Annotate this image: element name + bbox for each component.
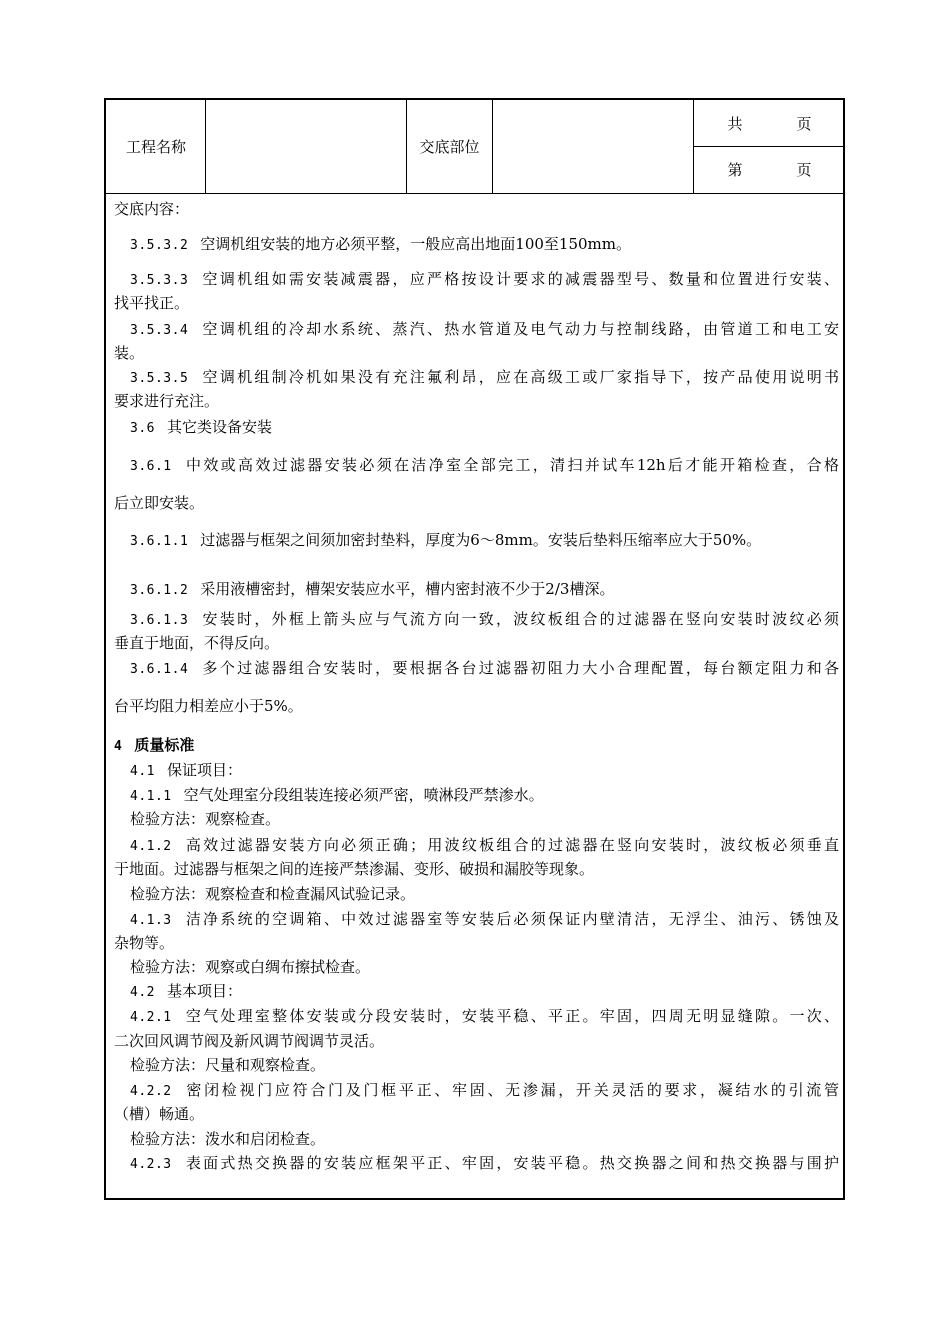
clause-number: 3.5.3.5 [130,371,189,386]
content-line [114,365,839,391]
clause-number: 3.6.1.2 [130,583,189,598]
location-value [493,100,693,193]
disclosure-form [104,98,845,1200]
page-unit: 页 [796,114,812,133]
content-line [114,882,839,906]
clause-number: 3.6.1.1 [130,534,189,549]
content-line [114,631,839,655]
page-unit: 页 [796,160,812,179]
clause-text: 垂直于地面，不得反向。 [114,634,280,652]
content-line [114,1029,839,1053]
clause-text: 空调机组制冷机如果没有充注氟利昂，应在高级工或厂家指导下，按产品使用说明书 [200,368,839,386]
content-line [114,415,839,441]
content-line [114,656,839,682]
content-line [114,341,839,365]
clause-text: 密闭检视门应符合门及门框平正、牢固、无渗漏，开关灵活的要求，凝结水的引流管 [183,1081,839,1099]
clause-text: 高效过滤器安装方向必须正确；用波纹板组合的过滤器在竖向安装时，波纹板必须垂直 [183,836,839,854]
content-line [114,491,839,515]
content-line [114,1127,839,1151]
clause-text: 中效或高效过滤器安装必须在洁净室全部完工，清扫并试车12h后才能开箱检查，合格 [183,456,839,474]
clause-number: 3.6.1.4 [130,662,189,677]
clause-text: 表面式热交换器的安装应框架平正、牢固，安装平稳。热交换器之间和热交换器与围护 [183,1154,839,1172]
clause-number: 3.6.1 [130,459,172,474]
clause-number: 3.5.3.3 [130,273,189,288]
clause-text: 保证项目： [166,761,242,779]
content-line [114,607,839,633]
content-line [114,783,839,809]
clause-text: 空调机组如需安装减震器，应严格按设计要求的减震器型号、数量和位置进行安装、 [200,270,839,288]
clause-text: 空调机组的冷却水系统、蒸汽、热水管道及电气动力与控制线路，由管道工和电工安 [200,320,839,338]
content-line [114,833,839,859]
clause-number: 3.5.3.4 [130,323,189,338]
clause-number: 4.2 [130,985,155,1000]
clause-number: 4.2.1 [130,1010,172,1025]
clause-text: 找平找正。 [114,294,190,312]
content-line [114,291,839,315]
clause-text: 二次回风调节阀及新风调节阀调节灵活。 [114,1032,385,1050]
content-label: 交底内容： [114,200,190,218]
clause-text: （槽）畅通。 [114,1105,205,1123]
clause-text: 多个过滤器组合安装时，要根据各台过滤器初阻力大小合理配置，每台额定阻力和各 [200,659,839,677]
clause-text: 基本项目： [166,982,242,1000]
content-line [114,758,839,784]
content-line [114,577,839,603]
clause-text: 于地面。过滤器与框架之间的连接严禁渗漏、变形、破损和漏胶等现象。 [114,860,595,878]
clause-text: 杂物等。 [114,934,175,952]
total-pages-cell [694,100,845,146]
form-header [106,100,843,194]
clause-text: 要求进行充注。 [114,392,220,410]
clause-text: 空气处理室整体安装或分段安装时，安装平稳、平正。牢固，四周无明显缝隙。一次、 [183,1007,839,1025]
clause-number: 4.1 [130,764,155,779]
clause-text: 空气处理室分段组装连接必须严密，喷淋段严禁渗水。 [183,786,544,804]
clause-text: 检验方法：观察检查和检查漏风试验记录。 [130,885,416,903]
content-line [114,1102,839,1126]
content-line [114,1151,839,1177]
clause-text: 装。 [114,344,145,362]
project-name-value [206,100,406,193]
page-no-label: 第 [727,160,743,179]
clause-number: 3.6.1.3 [130,613,189,628]
clause-text: 洁净系统的空调箱、中效过滤器室等安装后必须保证内壁清洁，无浮尘、油污、锈蚀及 [183,910,839,928]
clause-text: 后立即安装。 [114,494,205,512]
clause-number: 4.2.3 [130,1157,172,1172]
content-line [114,931,839,955]
content-line [114,857,839,881]
clause-text: 检验方法：观察检查。 [130,810,281,828]
location-label: 交底部位 [419,138,480,156]
content-line [114,907,839,933]
content-line [114,267,839,293]
content-line [114,232,839,258]
clause-number: 4.2.2 [130,1084,172,1099]
clause-text: 检验方法：观察或白绸布擦拭检查。 [130,958,371,976]
content-line [114,1004,839,1030]
clause-text: 采用液槽密封，槽架安装应水平，槽内密封液不少于2/3槽深。 [200,580,615,598]
content-line [114,1078,839,1104]
content-line [114,807,839,831]
clause-text: 过滤器与框架之间须加密封垫料，厚度为6～8mm。安装后垫料压缩率应大于50%。 [200,531,762,549]
clause-number: 4.1.3 [130,913,172,928]
clause-number: 4.1.2 [130,839,172,854]
content-line [114,317,839,343]
clause-text: 空调机组安装的地方必须平整，一般应高出地面100至150mm。 [200,235,632,253]
clause-text: 质量标准 [134,736,195,754]
content-line [114,1053,839,1077]
total-label: 共 [727,114,743,133]
content-line [114,453,839,479]
clause-text: 检验方法：泼水和启闭检查。 [130,1130,326,1148]
clause-number: 4 [114,739,123,754]
clause-number: 3.5.3.2 [130,238,189,253]
page-number-cell [694,146,845,192]
content-line [114,733,839,759]
content-line [114,694,839,718]
clause-number: 4.1.1 [130,789,172,804]
content-line [114,528,839,554]
content-line [114,979,839,1005]
clause-text: 检验方法：尺量和观察检查。 [130,1056,326,1074]
clause-text: 台平均阻力相差应小于5%。 [114,697,303,715]
content-line [114,389,839,413]
clause-text: 其它类设备安装 [166,418,272,436]
clause-text: 安装时，外框上箭头应与气流方向一致，波纹板组合的过滤器在竖向安装时波纹必须 [200,610,839,628]
clause-number: 3.6 [130,421,155,436]
content-line [114,955,839,979]
project-name-label: 工程名称 [125,138,186,156]
